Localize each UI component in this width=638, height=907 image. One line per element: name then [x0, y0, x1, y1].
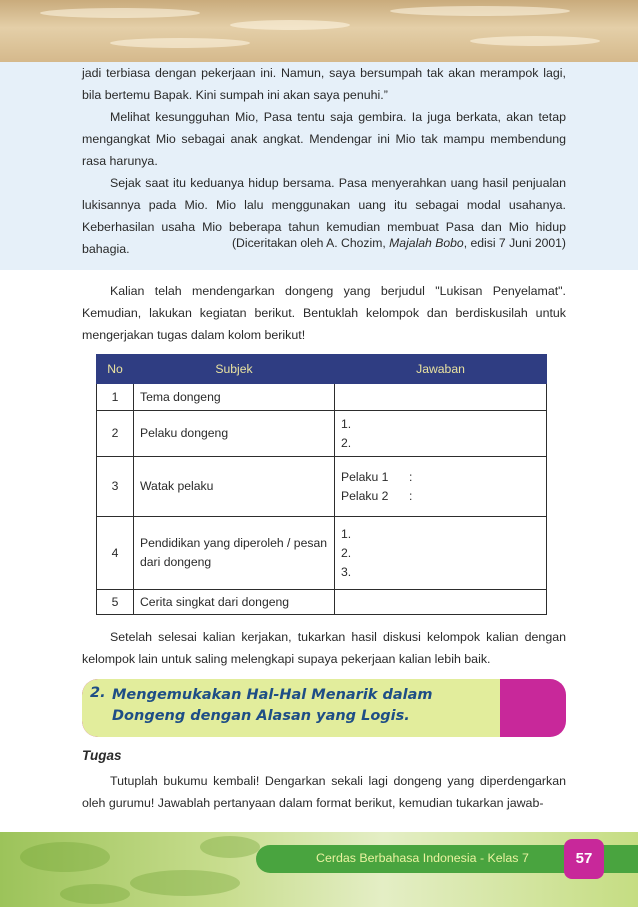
- story-credit: (Diceritakan oleh A. Chozim, Majalah Bobo, edisi 7 Juni 2001): [232, 236, 566, 250]
- table-header-subject: Subjek: [134, 355, 335, 384]
- row-number: 3: [97, 457, 134, 517]
- task-text: [82, 770, 566, 814]
- answer-item: 2.: [341, 435, 352, 450]
- row-answer-cell[interactable]: [335, 590, 547, 615]
- row-answer-cell[interactable]: [335, 457, 547, 517]
- source-title: Majalah Bobo: [389, 236, 464, 250]
- answer-item: Pelaku 2 :: [341, 488, 413, 503]
- row-answer-cell[interactable]: [335, 517, 547, 590]
- row-subject: Pelaku dongeng: [134, 411, 335, 457]
- table-row: [97, 411, 547, 457]
- answer-item: 1.: [341, 416, 352, 431]
- row-subject: Cerita singkat dari dongeng: [134, 590, 335, 615]
- footer-book-title: Cerdas Berbahasa Indonesia - Kelas 7: [316, 851, 529, 865]
- section-title: Mengemukakan Hal-Hal Menarik dalam Dongeng dengan Alasan yang Logis.: [112, 687, 433, 724]
- table-row: [97, 517, 547, 590]
- section-number: 2.: [90, 685, 106, 701]
- task-table: [96, 354, 547, 615]
- answer-item: 3.: [341, 564, 352, 579]
- instructions-paragraph: Kalian telah mendengarkan dongeng yang berjudul "Lukisan Penyelamat". Kemudian, lakukan kegiatan berikut. Bentuklah kelompok dan berdiskusilah untuk mengerjakan tugas dalam kolom berikut!: [82, 284, 566, 342]
- story-text: [82, 62, 566, 260]
- story-paragraph: Sejak saat itu keduanya hidup bersama. Pasa menyerahkan uang hasil penjualan lukisannya pada Mio. Mio lalu menggunakan uang itu sebagai modal usahanya. Keberhasilan usaha Mio beberapa tahun kemudian membuat Pasa dan Mio hidup bahagia.: [82, 176, 566, 256]
- section-banner: [82, 679, 566, 737]
- answer-item: Pelaku 1 :: [341, 469, 413, 484]
- row-number: 4: [97, 517, 134, 590]
- task-paragraph: Tutuplah bukumu kembali! Dengarkan sekali lagi dongeng yang diperdengarkan oleh gurumu! Jawablah pertanyaan dalam format berikut, kemudian tukarkan jawab-: [82, 774, 566, 810]
- story-paragraph: Melihat kesungguhan Mio, Pasa tentu saja gembira. Ia juga berkata, akan tetap mengangkat Mio sebagai anak angkat. Mendengar ini Mio tak mampu membendung rasa harunya.: [82, 110, 566, 168]
- row-subject: Watak pelaku: [134, 457, 335, 517]
- story-paragraph: jadi terbiasa dengan pekerjaan ini. Namun, saya bersumpah tak akan merampok lagi, bila bertemu Bapak. Kini sumpah ini akan saya penuhi.”: [82, 66, 566, 102]
- table-row: [97, 384, 547, 411]
- table-row: [97, 590, 547, 615]
- row-answer-cell[interactable]: [335, 411, 547, 457]
- answer-item: 1.: [341, 526, 352, 541]
- task-heading: Tugas: [82, 748, 122, 763]
- header-decoration: [0, 0, 638, 62]
- instructions-text: [82, 280, 566, 346]
- after-table-paragraph: Setelah selesai kalian kerjakan, tukarkan hasil diskusi kelompok kalian dengan kelompok lain untuk saling melengkapi supaya pekerjaan kalian lebih baik.: [82, 630, 566, 666]
- row-number: 1: [97, 384, 134, 411]
- page-number: 57: [564, 839, 604, 879]
- table-header-row: [97, 355, 547, 384]
- table-header-no: No: [97, 355, 134, 384]
- table-header-answer: Jawaban: [335, 355, 547, 384]
- row-subject: Tema dongeng: [134, 384, 335, 411]
- row-number: 2: [97, 411, 134, 457]
- answer-item: 2.: [341, 545, 352, 560]
- row-subject: Pendidikan yang diperoleh / pesan dari dongeng: [134, 517, 335, 590]
- table-row: [97, 457, 547, 517]
- row-number: 5: [97, 590, 134, 615]
- row-answer-cell[interactable]: [335, 384, 547, 411]
- after-table-text: [82, 626, 566, 670]
